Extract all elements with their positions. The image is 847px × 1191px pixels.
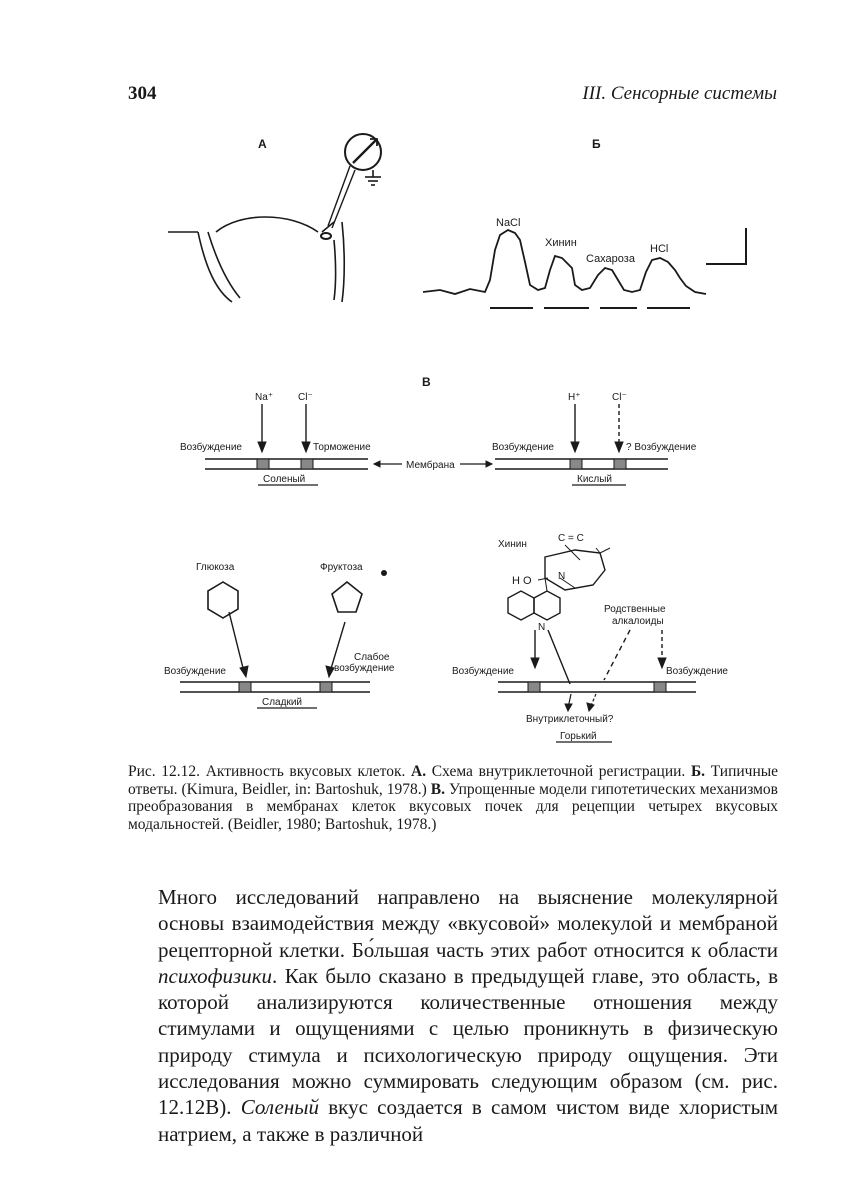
sweet-model	[180, 582, 370, 708]
bitter-alkaloids-2: алкалоиды	[612, 616, 664, 627]
sour-ion-cl: Cl⁻	[612, 392, 627, 403]
bitter-alkaloids-1: Родственные	[604, 604, 666, 615]
body-text-3: вкус создается в самом чистом виде хлористым натрием, а также в различной	[158, 1095, 779, 1146]
bitter-n1: N	[558, 571, 566, 582]
sour-name: Кислый	[577, 474, 613, 485]
sweet-right-label-1: Слабое	[354, 652, 390, 663]
salty-ion-cl: Cl⁻	[298, 392, 313, 403]
bitter-name: Горький	[560, 731, 597, 742]
salty-right-label: Торможение	[313, 442, 371, 453]
page-number: 304	[128, 83, 157, 104]
membrane-label: Мембрана	[406, 460, 455, 471]
panel-a-schematic	[168, 134, 381, 302]
bitter-cc: C = C	[558, 533, 584, 544]
bitter-right-label: Возбуждение	[666, 666, 728, 677]
body-emphasis-salty: Соленый	[240, 1095, 320, 1120]
panel-b-trace	[423, 228, 746, 308]
sweet-glucose: Глюкоза	[196, 562, 235, 573]
salty-ion-na: Na⁺	[255, 392, 274, 403]
body-paragraph	[158, 884, 778, 1147]
sweet-fructose: Фруктоза	[320, 562, 363, 573]
sweet-name: Сладкий	[262, 697, 302, 708]
salty-left-label: Возбуждение	[180, 442, 242, 453]
caption-title: Активность вкусовых клеток.	[205, 763, 406, 780]
peak-label-quinine: Хинин	[545, 237, 577, 249]
sweet-left-label: Возбуждение	[164, 666, 226, 677]
sour-right-label: ? Возбуждение	[626, 442, 697, 453]
panel-c-label: В	[422, 375, 431, 389]
caption-c-label: В.	[430, 780, 445, 798]
speck	[381, 570, 387, 576]
scale-bar	[706, 228, 746, 264]
panel-a-label: А	[258, 137, 267, 151]
caption-c-text: Упрощенные модели гипотетических механизмов преобразования в мембранах клеток вкусовых почек для рецепции четырех вкусовых модальностей. (Beidler, 1980; Bartoshuk, 1978.)	[128, 780, 778, 833]
figure-caption	[128, 763, 778, 833]
peak-label-sucrose: Сахароза	[586, 253, 635, 265]
caption-a-text: Схема внутриклеточной регистрации.	[431, 763, 686, 780]
caption-b-text: Типичные ответы. (Kimura, Beidler, in: Bartoshuk, 1978.)	[128, 763, 779, 798]
body-text-2: . Как было сказано в предыдущей главе, это область, в которой анализируются количественные отношения между стимулами и ощущениями с целью проникнуть в физическую природу стимула и психологическую природу ощущения. Эти исследования можно суммировать следующим образом (см. рис. 12.12В).	[158, 963, 778, 1120]
sweet-right-label-2: возбуждение	[334, 663, 395, 674]
caption-fig-number: Рис. 12.12.	[128, 763, 201, 780]
panel-b-label: Б	[592, 137, 601, 151]
body-text-1: Много исследований направлено на выяснение молекулярной основы взаимодействия между «вкусовой» молекулой и мембраной рецепторной клетки. Бо́льшая часть этих работ относится к области	[158, 885, 778, 962]
sour-ion-h: H⁺	[568, 392, 581, 403]
running-head: III. Сенсорные системы	[582, 83, 777, 104]
bitter-left-label: Возбуждение	[452, 666, 514, 677]
fructose-pentagon-icon	[332, 582, 362, 612]
peak-label-hcl: HCl	[650, 243, 669, 255]
peak-label-nacl: NaCl	[496, 217, 521, 229]
caption-a-label: А.	[411, 763, 427, 780]
bitter-ho: H O	[512, 575, 532, 587]
quinine-structure-icon	[545, 550, 605, 590]
bitter-intracellular: Внутриклеточный?	[526, 714, 614, 725]
bitter-n2: N	[538, 622, 546, 633]
caption-b-label: Б.	[690, 763, 706, 780]
sour-left-label: Возбуждение	[492, 442, 554, 453]
glucose-hexagon-icon	[208, 582, 238, 618]
body-emphasis-psychophysics: психофизики	[158, 963, 273, 988]
salty-name: Соленый	[263, 474, 306, 485]
bitter-quinine: Хинин	[498, 539, 527, 550]
